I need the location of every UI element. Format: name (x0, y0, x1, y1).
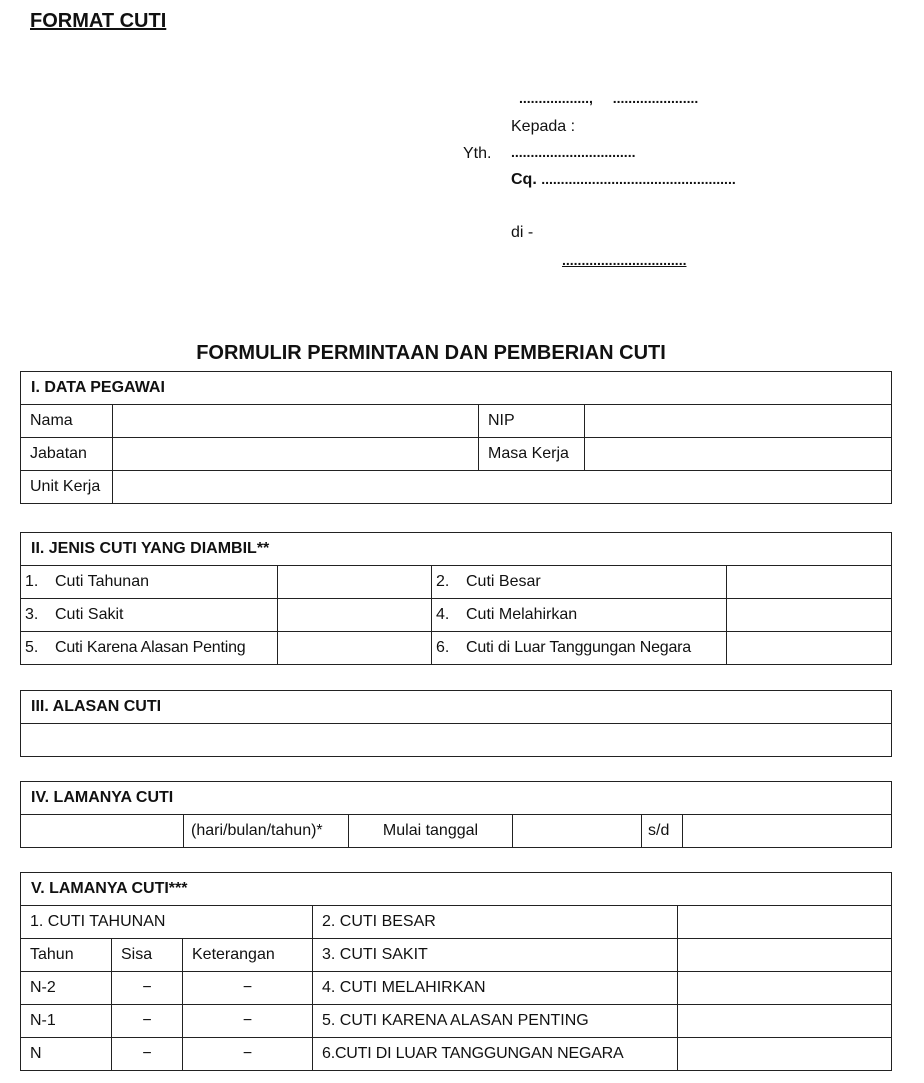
section1-title: I. DATA PEGAWAI (21, 372, 892, 405)
cuti-besar-label: 2. CUTI BESAR (313, 906, 678, 939)
cq-line (511, 171, 736, 189)
section5-title: V. LAMANYA CUTI*** (21, 873, 892, 906)
nama-field[interactable] (113, 405, 479, 438)
cuti-luar-tanggungan-label: 6.CUTI DI LUAR TANGGUNGAN NEGARA (313, 1038, 678, 1071)
col-sisa: Sisa (112, 939, 183, 972)
cuti-tahunan-label: 1. CUTI TAHUNAN (21, 906, 313, 939)
unit-kerja-field[interactable] (113, 471, 892, 504)
jabatan-field[interactable] (113, 438, 479, 471)
jenis-cuti-3-check[interactable] (278, 599, 432, 632)
jenis-cuti-4: 4. Cuti Melahirkan (432, 599, 727, 632)
cuti-melahirkan-field[interactable] (678, 972, 892, 1005)
cuti-sakit-label: 3. CUTI SAKIT (313, 939, 678, 972)
date-dots: ...................... (612, 90, 699, 106)
section-alasan-cuti (20, 690, 892, 757)
jenis-cuti-1-check[interactable] (278, 566, 432, 599)
lama-cuti-field[interactable] (21, 815, 184, 848)
section2-title: II. JENIS CUTI YANG DIAMBIL** (21, 533, 892, 566)
sampai-tanggal-field[interactable] (683, 815, 892, 848)
kepada-label: Kepada : (511, 118, 576, 135)
mulai-tanggal-label: Mulai tanggal (349, 815, 513, 848)
place-dots: .................., (519, 90, 593, 106)
ket-n2[interactable]: − (183, 972, 313, 1005)
col-keterangan: Keterangan (183, 939, 313, 972)
jenis-cuti-3: 3. Cuti Sakit (21, 599, 278, 632)
cq-label: Cq. (511, 171, 537, 188)
cuti-luar-tanggungan-field[interactable] (678, 1038, 892, 1071)
masa-kerja-label: Masa Kerja (479, 438, 585, 471)
tahun-n1: N-1 (21, 1005, 112, 1038)
section-lamanya-cuti (20, 781, 892, 848)
yth-recipient-line: ................................ (511, 144, 636, 160)
jenis-cuti-4-check[interactable] (727, 599, 892, 632)
cq-dots: .................................................. (541, 171, 736, 187)
sd-label: s/d (642, 815, 683, 848)
nip-label: NIP (479, 405, 585, 438)
mulai-tanggal-field[interactable] (513, 815, 642, 848)
tahun-n2: N-2 (21, 972, 112, 1005)
cuti-besar-field[interactable] (678, 906, 892, 939)
col-tahun: Tahun (21, 939, 112, 972)
jenis-cuti-2-check[interactable] (727, 566, 892, 599)
jenis-cuti-5: 5. Cuti Karena Alasan Penting (21, 632, 278, 665)
cuti-melahirkan-label: 4. CUTI MELAHIRKAN (313, 972, 678, 1005)
unit-kerja-label: Unit Kerja (21, 471, 113, 504)
masa-kerja-field[interactable] (585, 438, 892, 471)
nama-label: Nama (21, 405, 113, 438)
ket-n[interactable]: − (183, 1038, 313, 1071)
cuti-alasan-penting-field[interactable] (678, 1005, 892, 1038)
section-jenis-cuti (20, 532, 892, 665)
section-catatan-cuti (20, 872, 892, 1071)
yth-label: Yth. (463, 145, 492, 162)
lama-unit-label: (hari/bulan/tahun)* (184, 815, 349, 848)
ket-n1[interactable]: − (183, 1005, 313, 1038)
jenis-cuti-6-check[interactable] (727, 632, 892, 665)
di-location-line: ................................ (562, 252, 687, 268)
sisa-n1[interactable]: − (112, 1005, 183, 1038)
tahun-n: N (21, 1038, 112, 1071)
format-title: FORMAT CUTI (30, 10, 167, 32)
section4-title: IV. LAMANYA CUTI (21, 782, 892, 815)
di-label: di - (511, 224, 534, 241)
cuti-alasan-penting-label: 5. CUTI KARENA ALASAN PENTING (313, 1005, 678, 1038)
jenis-cuti-5-check[interactable] (278, 632, 432, 665)
section3-title: III. ALASAN CUTI (21, 691, 892, 724)
section-data-pegawai (20, 371, 892, 504)
nip-field[interactable] (585, 405, 892, 438)
jenis-cuti-1: 1. Cuti Tahunan (21, 566, 278, 599)
place-date-line (519, 90, 698, 106)
sisa-n[interactable]: − (112, 1038, 183, 1071)
jabatan-label: Jabatan (21, 438, 113, 471)
jenis-cuti-2: 2. Cuti Besar (432, 566, 727, 599)
sisa-n2[interactable]: − (112, 972, 183, 1005)
jenis-cuti-6: 6. Cuti di Luar Tanggungan Negara (432, 632, 727, 665)
form-title: FORMULIR PERMINTAAN DAN PEMBERIAN CUTI (196, 342, 666, 364)
cuti-sakit-field[interactable] (678, 939, 892, 972)
alasan-cuti-field[interactable] (21, 724, 892, 757)
